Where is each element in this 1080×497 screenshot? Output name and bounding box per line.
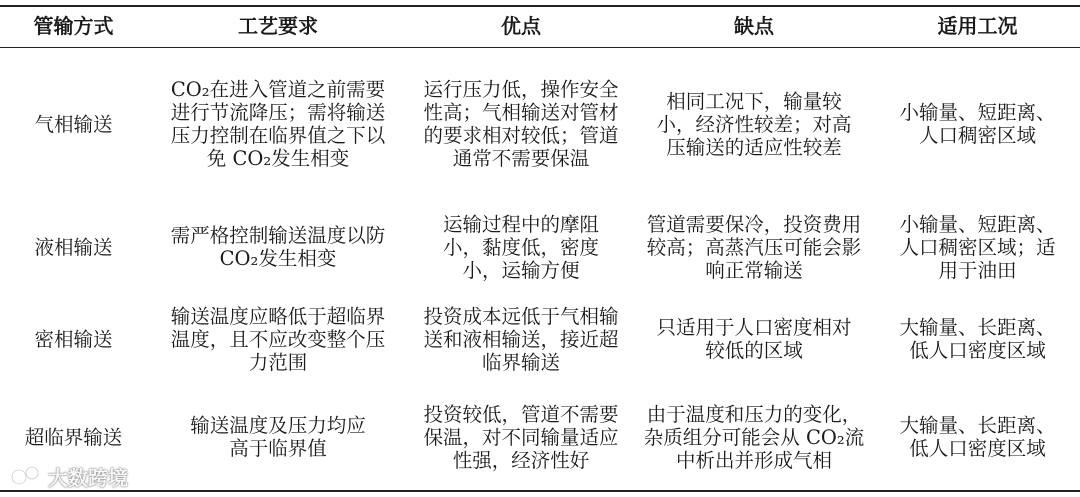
brand-logo-icon	[10, 464, 44, 490]
cell-pros: 投资较低，管道不需要保温，对不同输量适应性强，经济性好	[409, 384, 633, 491]
cell-method: 气相输送	[34, 112, 113, 136]
table-row	[0, 48, 1080, 201]
watermark-text: 大数跨境	[48, 466, 128, 490]
cell-cons: 管道需要保冷，投资费用较高；高蒸汽压可能会影响正常输送	[646, 212, 862, 282]
pipeline-transport-table	[0, 5, 1080, 492]
table-row	[0, 200, 1080, 294]
cell-cons: 由于温度和压力的变化，杂质组分可能会从 CO₂流中析出并形成气相	[633, 384, 875, 491]
cell-method: 超临界输送	[0, 384, 147, 491]
cell-requirement: CO₂在进入管道之前需要进行节流降压；需将输送压力控制在临界值之下以免 CO₂发生相变	[170, 78, 386, 170]
watermark	[10, 462, 128, 491]
cell-pros: 运行压力低，操作安全性高；气相输送对管材的要求相对较低；管道通常不需要保温	[423, 78, 619, 170]
header-conditions: 适用工况	[875, 6, 1080, 48]
cell-conditions: 大输量、长距离、低人口密度区域	[899, 316, 1056, 362]
cell-cons: 相同工况下，输量较小，经济性较差；对高压输送的适应性较差	[656, 89, 852, 159]
cell-method: 液相输送	[34, 235, 113, 259]
cell-method: 密相输送	[34, 327, 113, 351]
table-row	[0, 294, 1080, 384]
header-method: 管输方式	[0, 6, 147, 48]
header-pros: 优点	[409, 6, 633, 48]
cell-conditions: 小输量、短距离、人口稠密区域	[899, 101, 1056, 147]
table-row	[0, 384, 1080, 491]
cell-conditions: 小输量、短距离、人口稠密区域；适用于油田	[899, 212, 1056, 282]
header-requirement: 工艺要求	[147, 6, 409, 48]
cell-pros: 投资成本远低于气相输送和液相输送，接近超临界输送	[423, 304, 619, 374]
cell-pros: 运输过程中的摩阻小，黏度低，密度小，运输方便	[442, 212, 599, 282]
cell-requirement: 需严格控制输送温度以防 CO₂发生相变	[170, 224, 386, 270]
header-cons: 缺点	[633, 6, 875, 48]
cell-requirement: 输送温度应略低于超临界温度，且不应改变整个压力范围	[170, 304, 386, 374]
cell-cons: 只适用于人口密度相对较低的区域	[656, 316, 852, 362]
table-header-row	[0, 6, 1080, 48]
cell-conditions: 大输量、长距离、低人口密度区域	[875, 384, 1080, 491]
cell-requirement: 输送温度及压力均应高于临界值	[147, 384, 409, 491]
